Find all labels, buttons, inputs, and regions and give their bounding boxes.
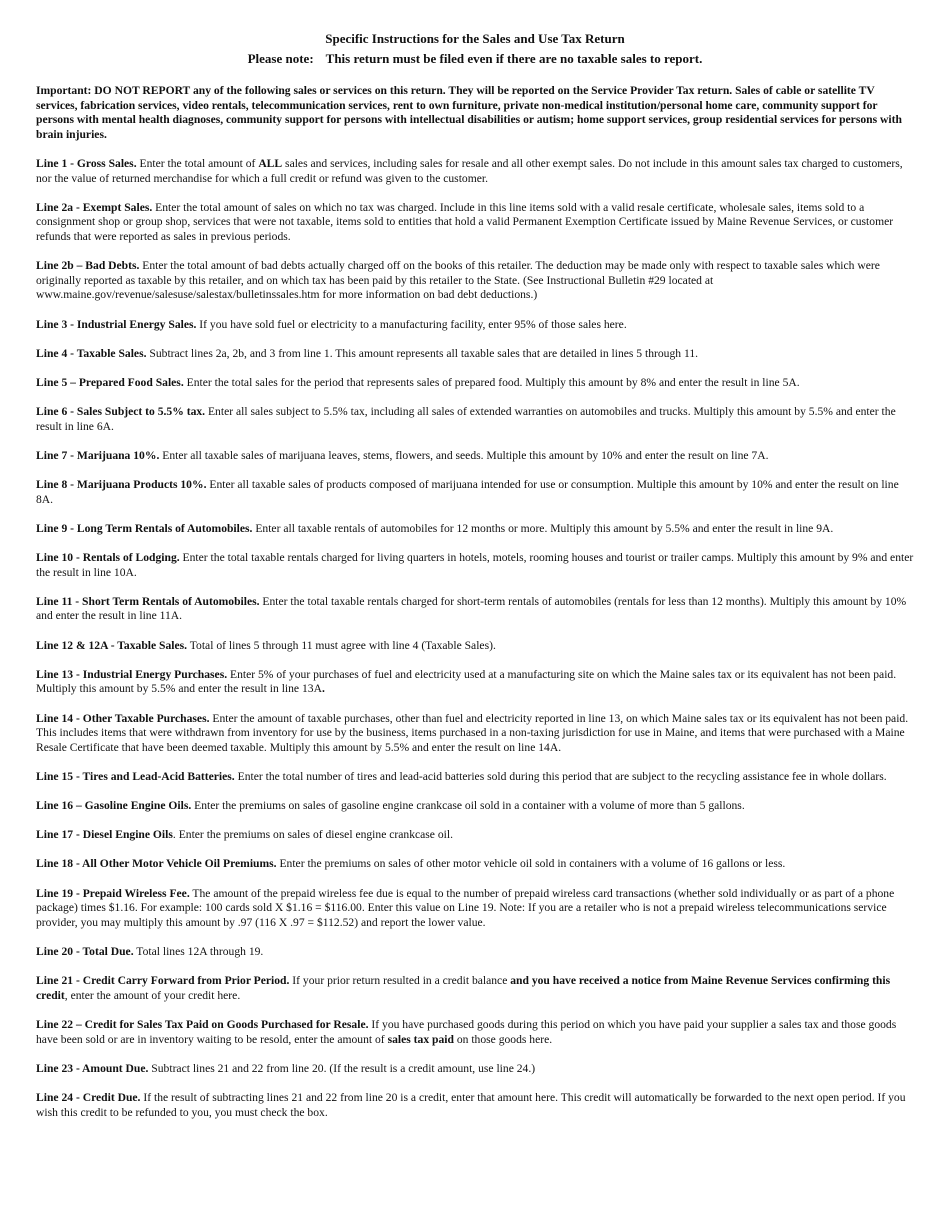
filing-note [36, 50, 914, 68]
line-16-instruction: Line 16 – Gasoline Engine Oils. Enter the premiums on sales of gasoline engine crankcase oil sold in a container with a volume of more than 5 gallons. [36, 799, 745, 813]
note-label: Please note: [247, 51, 314, 66]
line-5-instruction: Line 5 – Prepared Food Sales. Enter the total sales for the period that represents sales of prepared food. Multiply this amount by 8% and enter the result in line 5A. [36, 375, 800, 389]
line-12-instruction: Line 12 & 12A - Taxable Sales. Total of lines 5 through 11 must agree with line 4 (Taxable Sales). [36, 638, 496, 652]
line-4-instruction: Line 4 - Taxable Sales. Subtract lines 2a, 2b, and 3 from line 1. This amount represents all taxable sales that are detailed in lines 5 through 11. [36, 346, 699, 360]
line-2a-instruction: Line 2a - Exempt Sales. Enter the total amount of sales on which no tax was charged. Include in this line items sold with a valid resale certificate, wholesale sales, items sold to a consignment shop or group shop, services that were not taxable, items sold to entities that hold a valid Permanent Exemption Certificate issued by Maine Revenue Services, or customer refunds that were reported as sales in previous periods. [36, 200, 894, 243]
line-8-instruction: Line 8 - Marijuana Products 10%. Enter all taxable sales of products composed of marijuana intended for use or consumption. Multiple this amount by 10% and enter the result on line 8A. [36, 478, 899, 506]
line-10-instruction: Line 10 - Rentals of Lodging. Enter the total taxable rentals charged for living quarters in hotels, motels, rooming houses and tourist or trailer camps. Multiply this amount by 9% and enter the result in line 10A. [36, 551, 914, 579]
important-notice: Important: DO NOT REPORT any of the following sales or services on this return. They will be reported on the Service Provider Tax return. Sales of cable or satellite TV services, fabrication services, video rentals, telecommunication services, rent to own furniture, private non-medical institution/personal home care, community support for persons with mental health diagnoses, community support for persons with intellectual disabilities or autism; home support services, group residential services for persons with brain injuries. [36, 84, 902, 141]
line-24-instruction: Line 24 - Credit Due. If the result of subtracting lines 21 and 22 from line 20 is a credit, enter that amount here. This credit will automatically be forwarded to the next open period. If you wish this credit to be refunded to you, you must check the box. [36, 1090, 906, 1119]
line-14-instruction: Line 14 - Other Taxable Purchases. Enter the amount of taxable purchases, other than fuel and electricity reported in line 13, on which Maine sales tax or its equivalent has not been paid. This includes items that were withdrawn from inventory for use by the business, items purchased in a non-taxing jurisdiction for use in Maine, and items that were purchased with a Maine Resale Certificate that have been deemed taxable. Multiply this amount by 5.5% and enter the result on line 14A. [36, 711, 909, 754]
line-13-instruction: Line 13 - Industrial Energy Purchases. Enter 5% of your purchases of fuel and electricity used at a manufacturing site on which the Maine sales tax or its equivalent has not been paid. Multiply this amount by 5.5% and enter the result in line 13A. [36, 667, 897, 696]
line-3-instruction: Line 3 - Industrial Energy Sales. If you have sold fuel or electricity to a manufacturing facility, enter 95% of those sales here. [36, 317, 627, 331]
line-22-instruction: Line 22 – Credit for Sales Tax Paid on Goods Purchased for Resale. If you have purchased goods during this period on which you have paid your supplier a sales tax and those goods have been sold or are in inventory waiting to be resold, enter the amount of sales tax paid on those goods here. [36, 1018, 897, 1046]
line-19-instruction: Line 19 - Prepaid Wireless Fee. The amount of the prepaid wireless fee due is equal to the number of prepaid wireless card transactions (whether sold individually or as part of a phone package) times $1.16. For example: 100 cards sold X $1.16 = $116.00. Enter this value on Line 19. Note: If you are a retailer who is not a prepaid wireless telecommunications service provider, you may multiply this amount by .97 (116 X .97 = $112.52) and report the lower value. [36, 886, 895, 929]
line-1-instruction: Line 1 - Gross Sales. Enter the total amount of ALL sales and services, including sales for resale and all other exempt sales. Do not include in this amount sales tax charged to customers, nor the value of returned merchandise for which a full credit or refund was given to the customer. [36, 156, 903, 185]
line-6-instruction: Line 6 - Sales Subject to 5.5% tax. Enter all sales subject to 5.5% tax, including all sales of extended warranties on automobiles and trucks. Multiply this amount by 5.5% and enter the result in line 6A. [36, 405, 896, 433]
page-title: Specific Instructions for the Sales and Use Tax Return [325, 31, 625, 46]
line-17-instruction: Line 17 - Diesel Engine Oils. Enter the premiums on sales of diesel engine crankcase oil. [36, 828, 453, 842]
line-9-instruction: Line 9 - Long Term Rentals of Automobiles. Enter all taxable rentals of automobiles for 12 months or more. Multiply this amount by 5.5% and enter the result in line 9A. [36, 521, 834, 535]
line-20-instruction: Line 20 - Total Due. Total lines 12A through 19. [36, 945, 264, 959]
line-2b-instruction: Line 2b – Bad Debts. Enter the total amount of bad debts actually charged off on the books of this retailer. The deduction may be made only with respect to taxable sales which were originally reported as taxable by this retailer, and on which tax has been paid by this retailer to the State. (See Instructional Bulletin #29 located at www.maine.gov/revenue/salesuse/salestax/bulletinssales.htm for more information on bad debt deductions.) [36, 259, 880, 302]
line-15-instruction: Line 15 - Tires and Lead-Acid Batteries. Enter the total number of tires and lead-acid batteries sold during this period that are subject to the recycling assistance fee in whole dollars. [36, 769, 887, 783]
note-text: This return must be filed even if there are no taxable sales to report. [325, 51, 703, 66]
line-7-instruction: Line 7 - Marijuana 10%. Enter all taxable sales of marijuana leaves, stems, flowers, and seeds. Multiple this amount by 10% and enter the result on line 7A. [36, 448, 769, 462]
line-11-instruction: Line 11 - Short Term Rentals of Automobiles. Enter the total taxable rentals charged for short-term rentals of automobiles (rentals for less than 12 months). Multiply this amount by 10% and enter the result in line 11A. [36, 594, 907, 623]
line-21-instruction: Line 21 - Credit Carry Forward from Prior Period. If your prior return resulted in a credit balance and you have received a notice from Maine Revenue Services confirming this credit, enter the amount of your credit here. [36, 974, 891, 1002]
line-18-instruction: Line 18 - All Other Motor Vehicle Oil Premiums. Enter the premiums on sales of other motor vehicle oil sold in containers with a volume of 16 gallons or less. [36, 857, 786, 871]
line-23-instruction: Line 23 - Amount Due. Subtract lines 21 and 22 from line 20. (If the result is a credit amount, use line 24.) [36, 1061, 536, 1075]
